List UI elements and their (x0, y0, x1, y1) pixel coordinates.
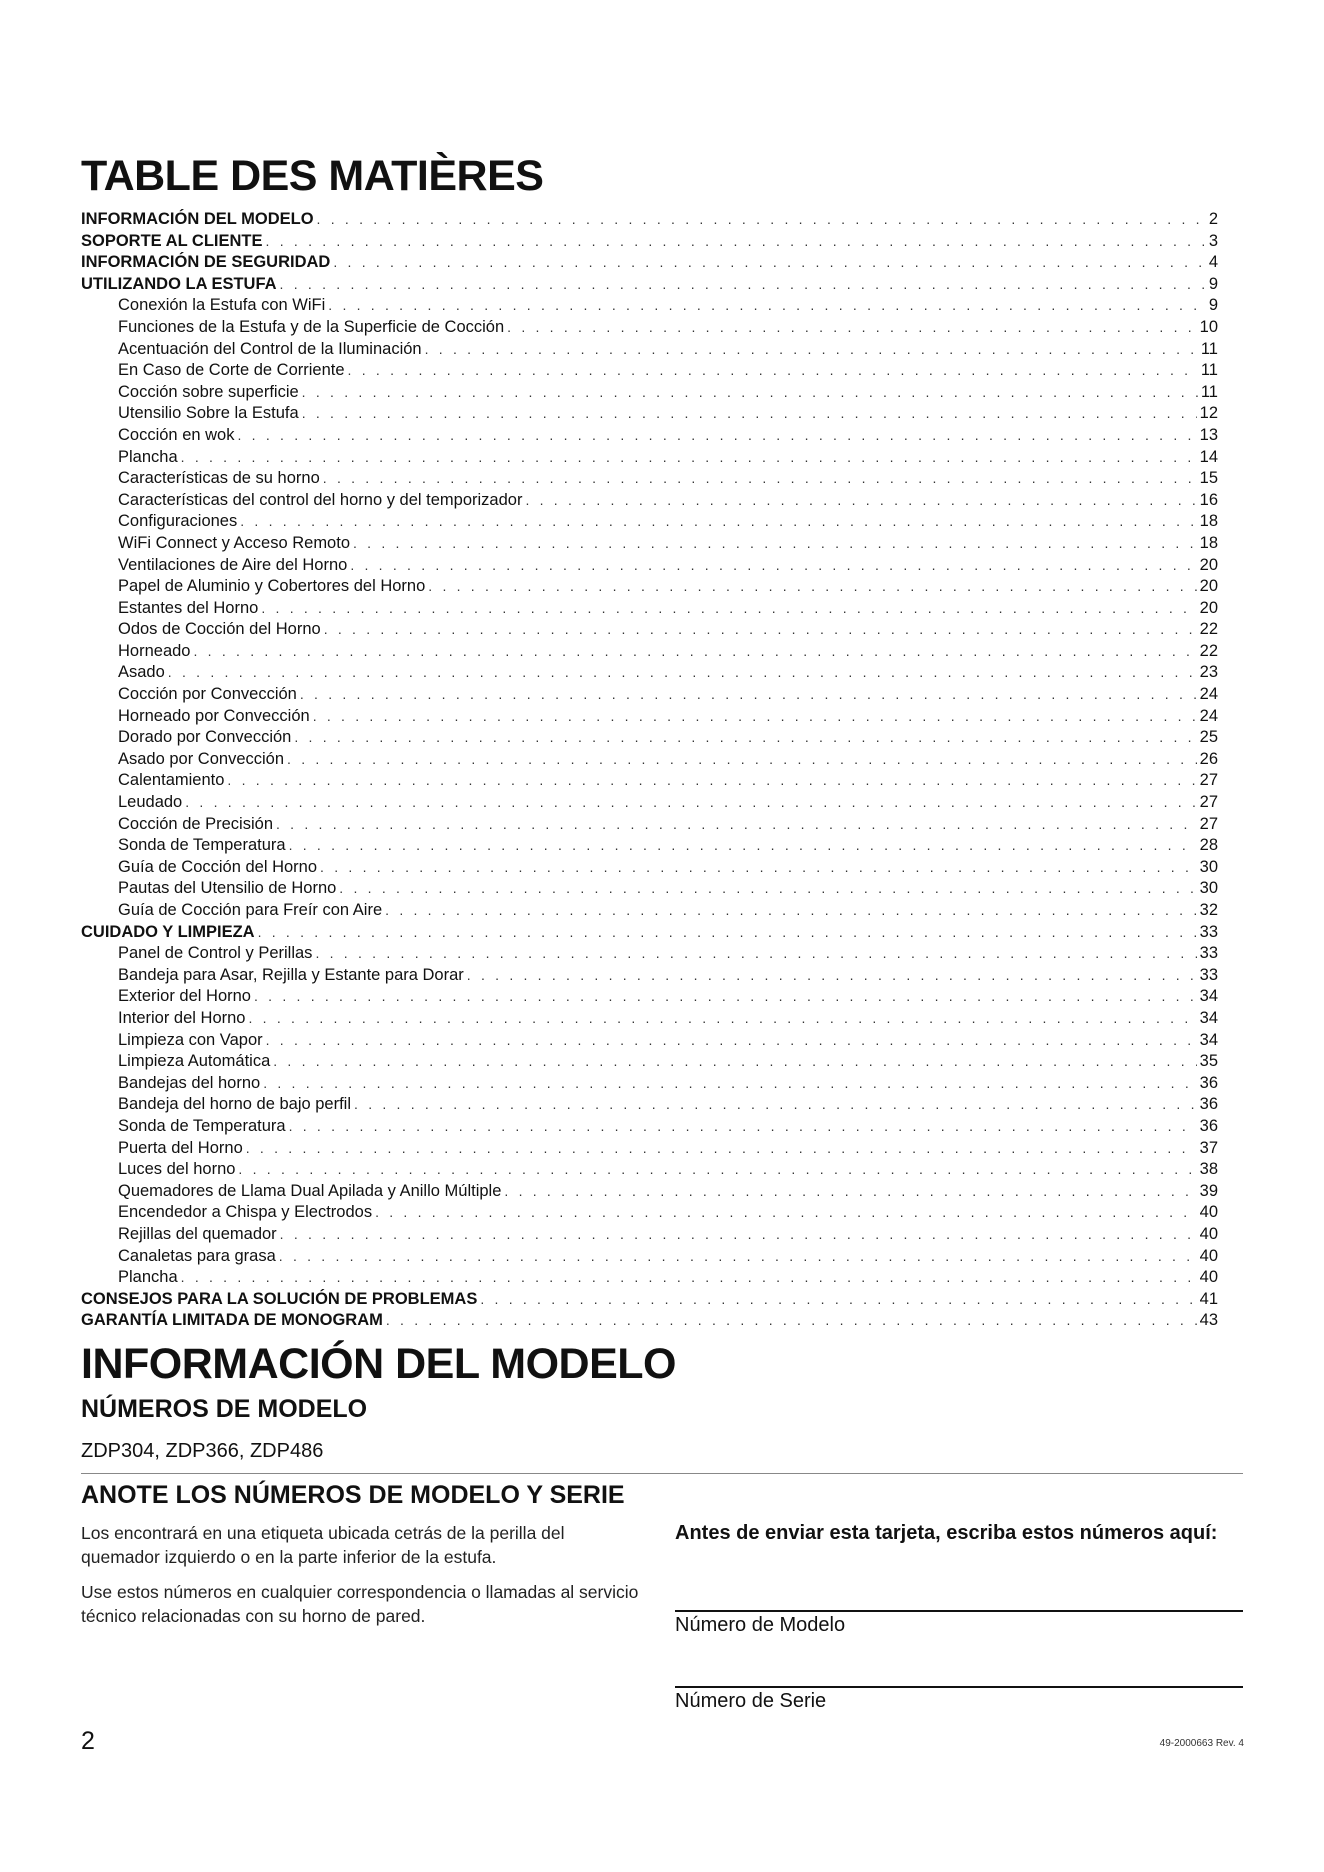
toc-leader-dots (287, 749, 1197, 771)
toc-leader-dots (266, 1030, 1197, 1052)
toc-entry[interactable] (81, 770, 1218, 792)
toc-entry-page: 40 (1199, 1246, 1218, 1265)
toc-entry-page: 15 (1199, 469, 1218, 488)
toc-entry-page: 25 (1199, 728, 1218, 747)
toc-entry[interactable] (81, 706, 1218, 728)
toc-entry[interactable] (81, 403, 1218, 425)
toc-entry-label: Ventilaciones de Aire del Horno (118, 555, 348, 574)
toc-leader-dots (263, 1073, 1196, 1095)
toc-entry-page: 14 (1199, 447, 1218, 466)
toc-title: TABLE DES MATIÈRES (81, 152, 544, 200)
toc-entry-page: 39 (1199, 1181, 1218, 1200)
toc-entry-label: CUIDADO Y LIMPIEZA (81, 922, 255, 941)
toc-entry-page: 24 (1199, 685, 1218, 704)
model-number-label: Número de Modelo (675, 1614, 846, 1636)
toc-entry[interactable] (81, 1030, 1218, 1052)
toc-leader-dots (248, 1008, 1196, 1030)
toc-entry-page: 30 (1199, 857, 1218, 876)
toc-entry-page: 33 (1199, 965, 1218, 984)
toc-entry-page: 3 (1208, 231, 1218, 250)
toc-leader-dots (323, 468, 1197, 490)
toc-leader-dots (348, 360, 1198, 382)
toc-leader-dots (273, 1051, 1196, 1073)
toc-entry-page: 40 (1199, 1268, 1218, 1287)
model-info-title: INFORMACIÓN DEL MODELO (81, 1340, 676, 1388)
toc-entry-page: 9 (1208, 274, 1218, 293)
record-numbers-heading: ANOTE LOS NÚMEROS DE MODELO Y SERIE (81, 1481, 625, 1509)
toc-entry-label: Estantes del Horno (118, 598, 259, 617)
toc-leader-dots (385, 900, 1197, 922)
toc-entry-label: Puerta del Horno (118, 1138, 243, 1157)
toc-entry[interactable] (81, 468, 1218, 490)
toc-leader-dots (246, 1138, 1197, 1160)
toc-entry-label: Utensilio Sobre la Estufa (118, 404, 299, 423)
toc-entry-page: 24 (1199, 706, 1218, 725)
toc-entry-label: Funciones de la Estufa y de la Superficie de Cocción (118, 317, 505, 336)
toc-entry-label: Bandeja del horno de bajo perfil (118, 1095, 352, 1114)
toc-entry[interactable] (81, 878, 1218, 900)
toc-entry[interactable] (81, 662, 1218, 684)
toc-entry[interactable] (81, 382, 1218, 404)
toc-entry-page: 11 (1200, 339, 1218, 358)
toc-entry-label: Interior del Horno (118, 1008, 246, 1027)
toc-entry-label: CONSEJOS PARA LA SOLUCIÓN DE PROBLEMAS (81, 1289, 478, 1308)
toc-entry-label: Características del control del horno y del temporizador (118, 490, 523, 509)
toc-entry[interactable] (81, 317, 1218, 339)
toc-entry[interactable] (81, 857, 1218, 879)
toc-leader-dots (320, 857, 1197, 879)
toc-entry-label: Calentamiento (118, 771, 225, 790)
toc-leader-dots (375, 1202, 1197, 1224)
toc-entry[interactable] (81, 727, 1218, 749)
toc-entry-page: 36 (1199, 1073, 1218, 1092)
toc-entry-page: 40 (1199, 1224, 1218, 1243)
toc-entry-page: 34 (1199, 1008, 1218, 1027)
toc-entry-label: Limpieza Automática (118, 1052, 271, 1071)
toc-entry[interactable] (81, 1094, 1218, 1116)
toc-entry-page: 27 (1199, 793, 1218, 812)
toc-entry-label: Leudado (118, 793, 183, 812)
toc-entry[interactable] (81, 274, 1218, 296)
toc-entry[interactable] (81, 339, 1218, 361)
toc-entry-page: 10 (1199, 317, 1218, 336)
toc-entry[interactable] (81, 1289, 1218, 1311)
toc-entry[interactable] (81, 1224, 1218, 1246)
toc-entry-label: UTILIZANDO LA ESTUFA (81, 274, 277, 293)
toc-entry-label: Acentuación del Control de la Iluminación (118, 339, 422, 358)
model-numbers: ZDP304, ZDP366, ZDP486 (81, 1440, 324, 1462)
toc-entry[interactable] (81, 576, 1218, 598)
toc-entry[interactable] (81, 598, 1218, 620)
toc-entry[interactable] (81, 684, 1218, 706)
toc-entry-label: Limpieza con Vapor (118, 1030, 263, 1049)
toc-entry-label: Bandeja para Asar, Rejilla y Estante para Dorar (118, 965, 464, 984)
toc-entry-page: 33 (1199, 922, 1218, 941)
toc-leader-dots (279, 1246, 1197, 1268)
toc-entry[interactable] (81, 490, 1218, 512)
toc-leader-dots (507, 317, 1197, 339)
toc-entry-label: Asado (118, 663, 165, 682)
toc-entry[interactable] (81, 533, 1218, 555)
toc-leader-dots (339, 878, 1196, 900)
toc-entry[interactable] (81, 749, 1218, 771)
toc-leader-dots (328, 295, 1206, 317)
toc-entry-label: Guía de Cocción para Freír con Aire (118, 901, 383, 919)
toc-entry-label: Encendedor a Chispa y Electrodos (118, 1203, 373, 1222)
toc-leader-dots (227, 770, 1196, 792)
toc-leader-dots (280, 1224, 1197, 1246)
toc-entry[interactable] (81, 1267, 1218, 1289)
toc-entry-label: Cocción en wok (118, 425, 235, 444)
toc-leader-dots (280, 274, 1206, 296)
toc-entry-page: 2 (1208, 210, 1218, 228)
toc-entry-page: 34 (1199, 987, 1218, 1006)
toc-entry[interactable] (81, 943, 1218, 965)
toc-entry-page: 22 (1199, 620, 1218, 639)
toc-leader-dots (289, 835, 1197, 857)
toc-entry-label: GARANTÍA LIMITADA DE MONOGRAM (81, 1311, 383, 1330)
toc-entry-label: Asado por Convección (118, 749, 285, 768)
toc-entry-label: Papel de Aluminio y Cobertores del Horno (118, 577, 426, 596)
toc-entry-page: 13 (1199, 425, 1218, 444)
toc-entry-label: Configuraciones (118, 512, 238, 531)
toc-entry-label: INFORMACIÓN DE SEGURIDAD (81, 253, 331, 272)
toc-entry[interactable] (81, 900, 1218, 922)
toc-leader-dots (333, 252, 1205, 274)
toc-entry-label: Pautas del Utensilio de Horno (118, 879, 337, 898)
toc-entry[interactable] (81, 641, 1218, 663)
toc-entry-label: Conexión la Estufa con WiFi (118, 296, 326, 315)
toc-leader-dots (467, 965, 1197, 987)
toc-leader-dots (480, 1289, 1196, 1311)
toc-entry[interactable] (81, 1246, 1218, 1268)
toc-entry-label: Plancha (118, 447, 178, 466)
toc-leader-dots (315, 943, 1196, 965)
toc-entry-label: Canaletas para grasa (118, 1246, 276, 1265)
toc-leader-dots (317, 209, 1206, 231)
toc-entry[interactable] (81, 814, 1218, 836)
toc-leader-dots (258, 922, 1197, 944)
toc-leader-dots (237, 425, 1196, 447)
toc-entry[interactable] (81, 360, 1218, 382)
toc-entry-label: Exterior del Horno (118, 987, 251, 1006)
toc-entry[interactable] (81, 511, 1218, 533)
toc-entry-page: 36 (1199, 1116, 1218, 1135)
toc-entry[interactable] (81, 1310, 1218, 1332)
toc-entry-page: 18 (1199, 512, 1218, 531)
toc-leader-dots (168, 662, 1197, 684)
toc-entry[interactable] (81, 1008, 1218, 1030)
toc-leader-dots (181, 447, 1197, 469)
toc-leader-dots (193, 641, 1196, 663)
toc-leader-dots (181, 1267, 1197, 1289)
toc-entry-page: 41 (1199, 1289, 1218, 1308)
toc-entry-label: Panel de Control y Perillas (118, 944, 313, 963)
toc-entry[interactable] (81, 792, 1218, 814)
toc-entry-page: 40 (1199, 1203, 1218, 1222)
toc-entry-page: 4 (1208, 253, 1218, 272)
toc-entry-label: En Caso de Corte de Corriente (118, 361, 345, 380)
model-number-line[interactable] (675, 1610, 1243, 1612)
toc-entry-page: 28 (1199, 836, 1218, 855)
toc-entry-page: 20 (1199, 598, 1218, 617)
toc-entry-page: 37 (1199, 1138, 1218, 1157)
toc-entry[interactable] (81, 619, 1218, 641)
toc-entry-page: 20 (1199, 577, 1218, 596)
toc-leader-dots (353, 533, 1197, 555)
toc-entry-page: 22 (1199, 641, 1218, 660)
toc-entry-label: Plancha (118, 1268, 178, 1287)
toc-leader-dots (425, 339, 1198, 361)
toc-leader-dots (266, 231, 1206, 253)
toc-entry-page: 27 (1199, 771, 1218, 790)
toc-entry-page: 26 (1199, 749, 1218, 768)
toc-leader-dots (525, 490, 1196, 512)
toc-leader-dots (324, 619, 1197, 641)
toc-entry-page: 16 (1199, 490, 1218, 509)
toc-entry[interactable] (81, 295, 1218, 317)
table-of-contents (81, 209, 1218, 1332)
toc-leader-dots (354, 1094, 1197, 1116)
toc-entry[interactable] (81, 1202, 1218, 1224)
toc-entry-page: 11 (1200, 382, 1218, 401)
toc-entry-page: 23 (1199, 663, 1218, 682)
toc-entry-page: 35 (1199, 1052, 1218, 1071)
toc-entry[interactable] (81, 447, 1218, 469)
toc-entry-label: SOPORTE AL CLIENTE (81, 231, 263, 250)
toc-entry-page: 32 (1199, 901, 1218, 919)
toc-leader-dots (289, 1116, 1197, 1138)
toc-entry-label: Luces del horno (118, 1160, 236, 1179)
toc-entry[interactable] (81, 1116, 1218, 1138)
toc-leader-dots (313, 706, 1197, 728)
toc-entry-page: 18 (1199, 533, 1218, 552)
toc-entry-label: Bandejas del horno (118, 1073, 261, 1092)
toc-entry-label: Dorado por Convección (118, 728, 292, 747)
toc-entry-label: Rejillas del quemador (118, 1224, 277, 1243)
toc-entry[interactable] (81, 835, 1218, 857)
serial-number-label: Número de Serie (675, 1690, 827, 1712)
toc-entry-label: Cocción de Precisión (118, 814, 273, 833)
toc-entry[interactable] (81, 1138, 1218, 1160)
toc-entry-label: Guía de Cocción del Horno (118, 857, 318, 876)
toc-leader-dots (276, 814, 1197, 836)
toc-entry-page: 34 (1199, 1030, 1218, 1049)
toc-entry-page: 9 (1208, 296, 1218, 315)
toc-entry-page: 33 (1199, 944, 1218, 963)
toc-entry-page: 38 (1199, 1160, 1218, 1179)
toc-entry[interactable] (81, 555, 1218, 577)
toc-leader-dots (261, 598, 1196, 620)
toc-entry-label: Sonda de Temperatura (118, 836, 286, 855)
toc-entry[interactable] (81, 922, 1218, 944)
toc-entry-page: 43 (1199, 1311, 1218, 1330)
toc-leader-dots (302, 382, 1198, 404)
toc-entry[interactable] (81, 425, 1218, 447)
toc-leader-dots (294, 727, 1196, 749)
toc-entry[interactable] (81, 1051, 1218, 1073)
record-instruction: Antes de enviar esta tarjeta, escriba estos números aquí: (675, 1522, 1218, 1544)
toc-entry-page: 12 (1199, 404, 1218, 423)
toc-entry-label: Características de su horno (118, 469, 320, 488)
toc-entry-page: 36 (1199, 1095, 1218, 1114)
toc-entry[interactable] (81, 231, 1218, 253)
toc-entry[interactable] (81, 252, 1218, 274)
usage-paragraph: Use estos números en cualquier correspondencia o llamadas al servicio técnico relacionadas con su horno de pared. (81, 1582, 639, 1626)
toc-entry[interactable] (81, 965, 1218, 987)
serial-number-line[interactable] (675, 1686, 1243, 1688)
toc-entry-label: Cocción sobre superficie (118, 382, 299, 401)
toc-entry-label: INFORMACIÓN DEL MODELO (81, 210, 314, 228)
toc-entry-label: Odos de Cocción del Horno (118, 620, 321, 639)
toc-entry-label: Horneado (118, 641, 191, 660)
toc-leader-dots (428, 576, 1196, 598)
toc-entry[interactable] (81, 1073, 1218, 1095)
toc-leader-dots (302, 403, 1197, 425)
toc-leader-dots (240, 511, 1196, 533)
toc-leader-dots (254, 986, 1197, 1008)
toc-leader-dots (386, 1310, 1197, 1332)
toc-entry-label: Cocción por Convección (118, 685, 297, 704)
toc-entry-label: Quemadores de Llama Dual Apilada y Anillo Múltiple (118, 1181, 502, 1200)
document-code: 49-2000663 Rev. 4 (1159, 1738, 1244, 1749)
toc-entry[interactable] (81, 986, 1218, 1008)
toc-leader-dots (185, 792, 1196, 814)
toc-leader-dots (350, 555, 1196, 577)
toc-leader-dots (300, 684, 1197, 706)
toc-entry-label: Horneado por Convección (118, 706, 310, 725)
model-numbers-heading: NÚMEROS DE MODELO (81, 1395, 368, 1423)
toc-entry[interactable] (81, 1181, 1218, 1203)
toc-entry-label: WiFi Connect y Acceso Remoto (118, 533, 350, 552)
toc-leader-dots (504, 1181, 1196, 1203)
toc-entry[interactable] (81, 209, 1218, 231)
location-paragraph: Los encontrará en una etiqueta ubicada cetrás de la perilla del quemador izquierdo o en la parte inferior de la estufa. (81, 1523, 565, 1567)
toc-entry-page: 20 (1199, 555, 1218, 574)
toc-entry-label: Sonda de Temperatura (118, 1116, 286, 1135)
toc-entry-page: 27 (1199, 814, 1218, 833)
toc-entry-page: 30 (1199, 879, 1218, 898)
toc-leader-dots (238, 1159, 1196, 1181)
section-divider (81, 1473, 1243, 1474)
toc-entry-page: 11 (1200, 361, 1218, 380)
page-number: 2 (81, 1727, 95, 1755)
toc-entry[interactable] (81, 1159, 1218, 1181)
